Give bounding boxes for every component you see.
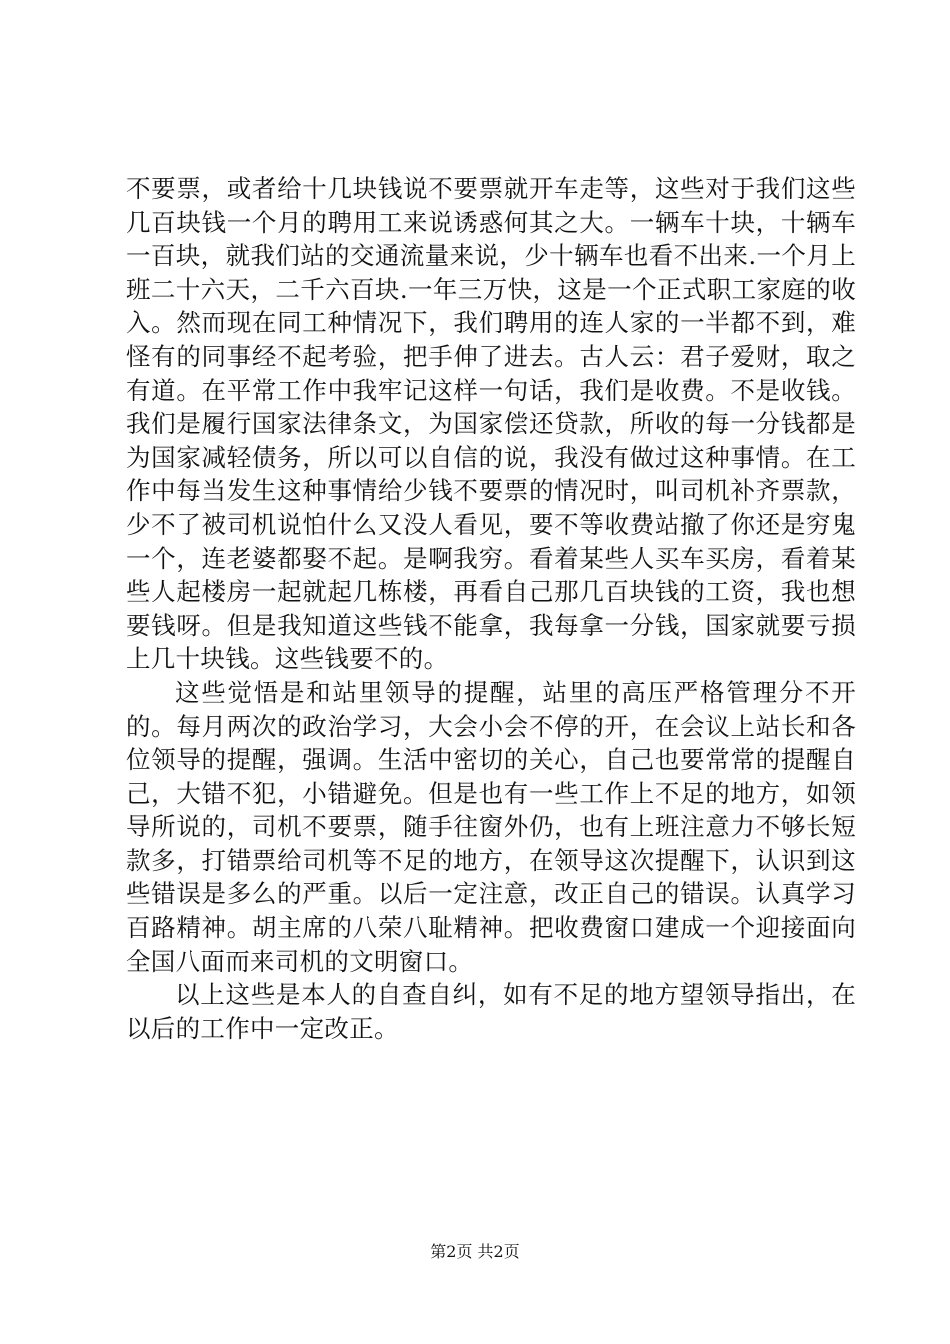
- document-body: [126, 172, 856, 1045]
- paragraph-2: 这些觉悟是和站里领导的提醒，站里的高压严格管理分不开的。每月两次的政治学习，大会小会不停的开，在会议上站长和各位领导的提醒，强调。生活中密切的关心，自己也要常常的提醒自己，大错不犯，小错避免。但是也有一些工作上不足的地方，如领导所说的，司机不要票，随手往窗外仍，也有上班注意力不够长短款多，打错票给司机等不足的地方，在领导这次提醒下，认识到这些错误是多么的严重。以后一定注意，改正自己的错误。认真学习百路精神。胡主席的八荣八耻精神。把收费窗口建成一个迎接面向全国八面而来司机的文明窗口。: [126, 677, 856, 976]
- paragraph-3: 以上这些是本人的自查自纠，如有不足的地方望领导指出，在以后的工作中一定改正。: [126, 980, 856, 1043]
- page-number-footer: 第2页 共2页: [430, 1242, 520, 1261]
- paragraph-1: 不要票，或者给十几块钱说不要票就开车走等，这些对于我们这些几百块钱一个月的聘用工来说诱惑何其之大。一辆车十块，十辆车一百块，就我们站的交通流量来说，少十辆车也看不出来.一个月上班二十六天，二千六百块.一年三万快，这是一个正式职工家庭的收入。然而现在同工种情况下，我们聘用的连人家的一半都不到，难怪有的同事经不起考验，把手伸了进去。古人云：君子爱财，取之有道。在平常工作中我牢记这样一句话，我们是收费。不是收钱。我们是履行国家法律条文，为国家偿还贷款，所收的每一分钱都是为国家减轻债务，所以可以自信的说，我没有做过这种事情。在工作中每当发生这种事情给少钱不要票的情况时，叫司机补齐票款，少不了被司机说怕什么又没人看见，要不等收费站撤了你还是穷鬼一个，连老婆都娶不起。是啊我穷。看着某些人买车买房，看着某些人起楼房一起就起几栋楼，再看自己那几百块钱的工资，我也想要钱呀。但是我知道这些钱不能拿，我每拿一分钱，国家就要亏损上几十块钱。这些钱要不的。: [126, 174, 856, 674]
